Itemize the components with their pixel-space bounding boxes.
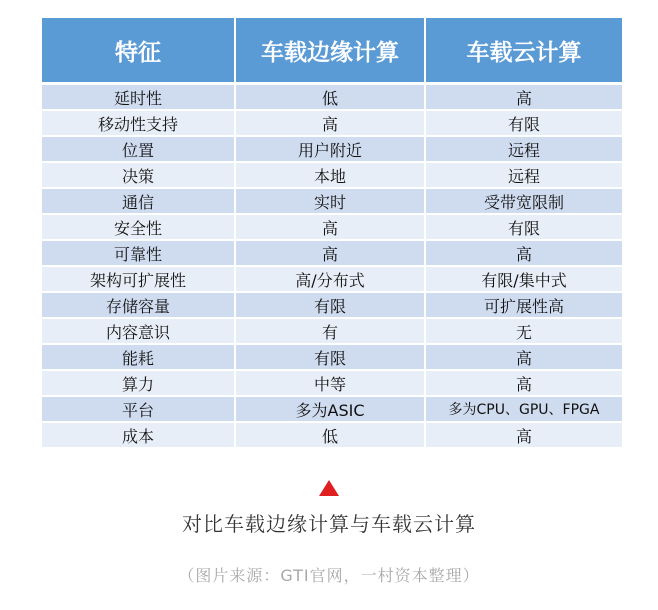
edge-cell: 高 [235, 214, 425, 240]
edge-cell: 多为ASIC [235, 396, 425, 422]
edge-cell: 高/分布式 [235, 266, 425, 292]
cloud-cell: 有限 [425, 110, 622, 136]
edge-cell: 用户附近 [235, 136, 425, 162]
table-row [42, 344, 622, 370]
header-vehicle-cloud-computing: 车载云计算 [425, 18, 622, 84]
table-row [42, 84, 622, 111]
feature-cell: 架构可扩展性 [42, 266, 235, 292]
feature-cell: 算力 [42, 370, 235, 396]
cloud-cell: 无 [425, 318, 622, 344]
edge-cell: 本地 [235, 162, 425, 188]
feature-cell: 能耗 [42, 344, 235, 370]
header-vehicle-edge-computing: 车载边缘计算 [235, 18, 425, 84]
edge-cell: 低 [235, 84, 425, 111]
comparison-table [42, 18, 622, 449]
table-row [42, 292, 622, 318]
table-row [42, 110, 622, 136]
triangle-up-icon [319, 480, 339, 496]
image-source-note: （图片来源：GTI官网，一村资本整理） [178, 566, 480, 585]
cloud-cell: 有限 [425, 214, 622, 240]
feature-cell: 位置 [42, 136, 235, 162]
cloud-cell: 有限/集中式 [425, 266, 622, 292]
table-row [42, 240, 622, 266]
edge-cell: 高 [235, 240, 425, 266]
edge-cell: 中等 [235, 370, 425, 396]
cloud-cell: 高 [425, 370, 622, 396]
feature-cell: 移动性支持 [42, 110, 235, 136]
table-row [42, 396, 622, 422]
edge-cell: 实时 [235, 188, 425, 214]
edge-cell: 有 [235, 318, 425, 344]
feature-cell: 存储容量 [42, 292, 235, 318]
feature-cell: 内容意识 [42, 318, 235, 344]
edge-cell: 有限 [235, 344, 425, 370]
cloud-cell: 高 [425, 422, 622, 448]
feature-cell: 平台 [42, 396, 235, 422]
edge-cell: 低 [235, 422, 425, 448]
table-row [42, 266, 622, 292]
table-row [42, 136, 622, 162]
cloud-cell: 高 [425, 240, 622, 266]
table-header-row [42, 18, 622, 84]
figure-caption: 对比车载边缘计算与车载云计算 [182, 512, 476, 536]
table-row [42, 188, 622, 214]
table-row [42, 422, 622, 448]
cloud-cell: 高 [425, 84, 622, 111]
cloud-cell: 受带宽限制 [425, 188, 622, 214]
feature-cell: 可靠性 [42, 240, 235, 266]
feature-cell: 通信 [42, 188, 235, 214]
cloud-cell: 远程 [425, 136, 622, 162]
table-row [42, 214, 622, 240]
edge-cell: 高 [235, 110, 425, 136]
cloud-cell: 高 [425, 344, 622, 370]
feature-cell: 安全性 [42, 214, 235, 240]
feature-cell: 成本 [42, 422, 235, 448]
table-row [42, 162, 622, 188]
table-row [42, 318, 622, 344]
edge-cell: 有限 [235, 292, 425, 318]
cloud-cell: 可扩展性高 [425, 292, 622, 318]
feature-cell: 决策 [42, 162, 235, 188]
cloud-cell: 远程 [425, 162, 622, 188]
header-feature: 特征 [42, 18, 235, 84]
cloud-cell: 多为CPU、GPU、FPGA [425, 396, 622, 422]
feature-cell: 延时性 [42, 84, 235, 111]
table-row [42, 370, 622, 396]
